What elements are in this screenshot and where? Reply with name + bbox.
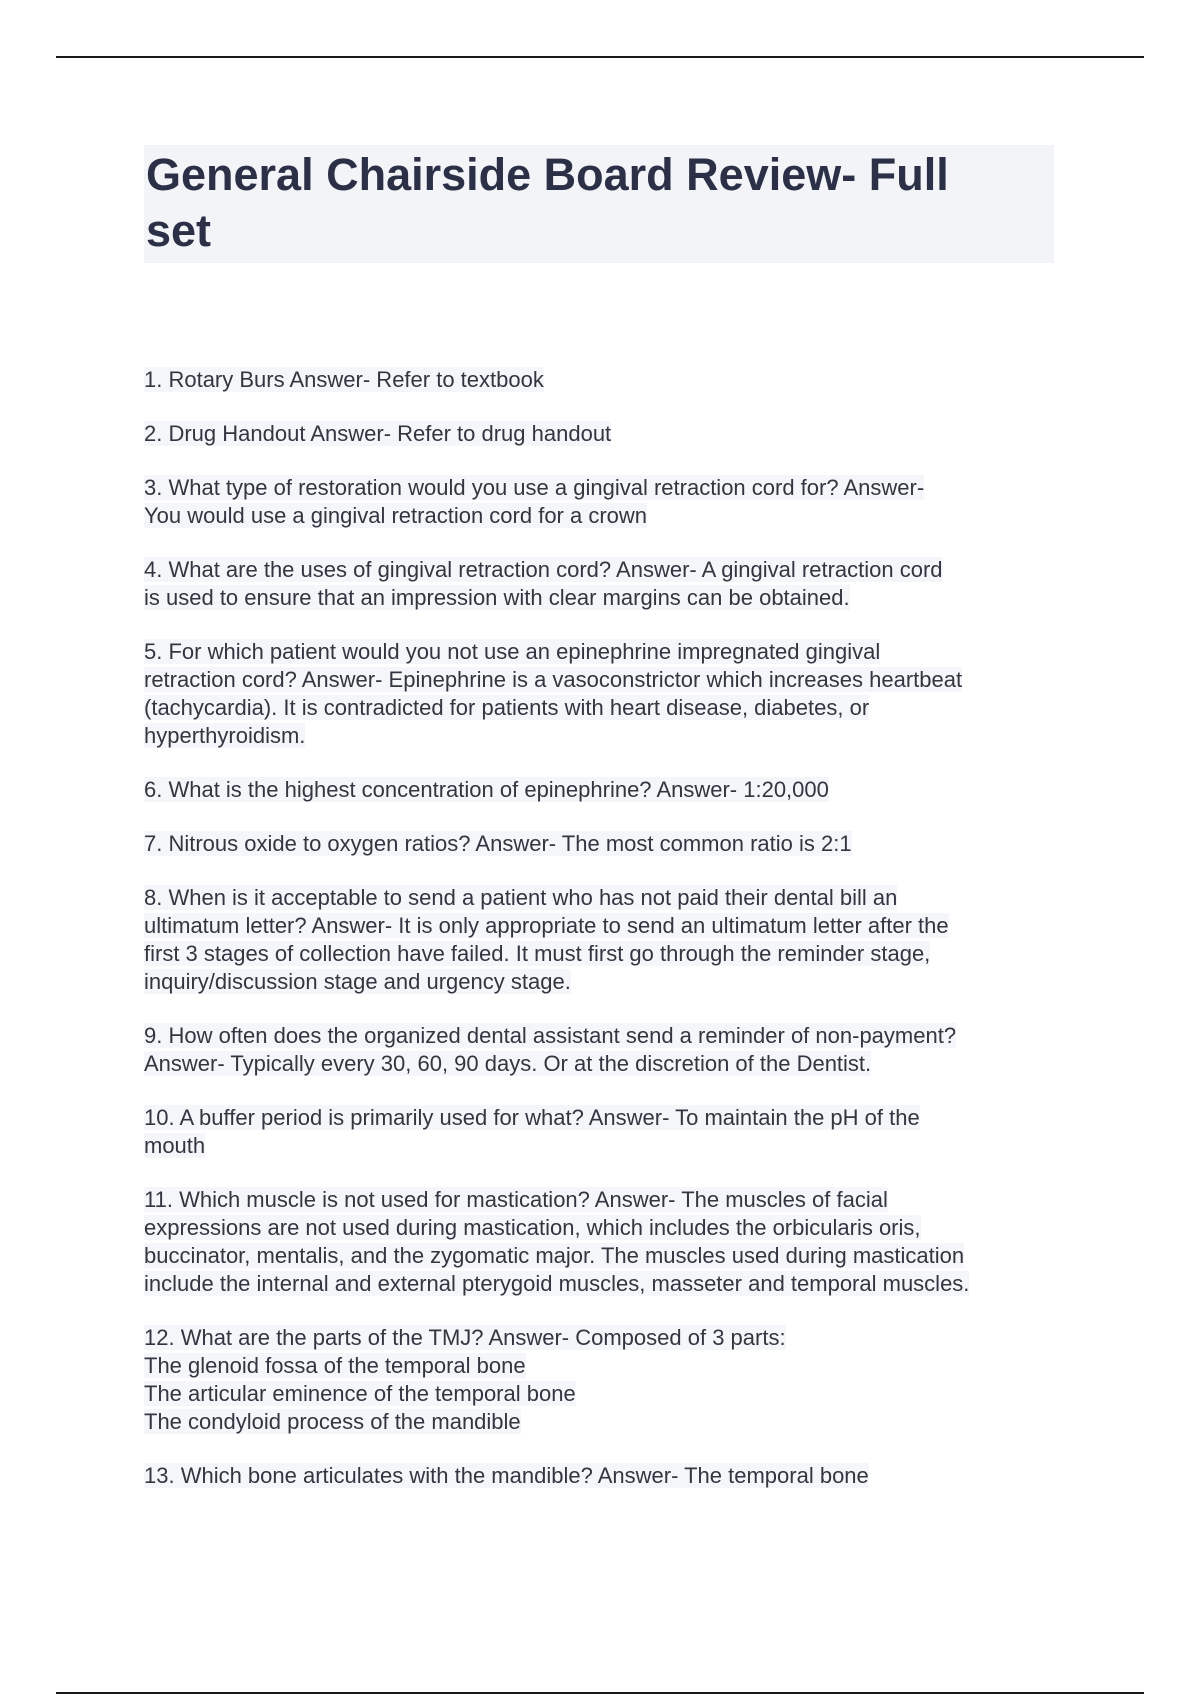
question-line-text: buccinator, mentalis, and the zygomatic major. The muscles used during mastication (144, 1243, 965, 1268)
question-line (144, 556, 1060, 584)
question-line (144, 1462, 1060, 1490)
question-line-text: 8. When is it acceptable to send a patient who has not paid their dental bill an (144, 885, 898, 910)
question-item (144, 366, 1060, 394)
question-line (144, 1270, 1060, 1298)
question-item (144, 1022, 1060, 1078)
question-line-text: inquiry/discussion stage and urgency stage. (144, 969, 571, 994)
question-line-text: first 3 stages of collection have failed. It must first go through the reminder stage, (144, 941, 931, 966)
question-line-text: You would use a gingival retraction cord for a crown (144, 503, 648, 528)
page-title (146, 147, 1054, 259)
question-line-text: 13. Which bone articulates with the mandible? Answer- The temporal bone (144, 1463, 869, 1488)
question-line (144, 912, 1060, 940)
question-item (144, 420, 1060, 448)
question-item (144, 776, 1060, 804)
question-line-text: The glenoid fossa of the temporal bone (144, 1353, 526, 1378)
question-line (144, 1352, 1060, 1380)
question-line (144, 474, 1060, 502)
question-line (144, 776, 1060, 804)
title-line: set (146, 205, 212, 256)
question-line (144, 366, 1060, 394)
question-line-text: retraction cord? Answer- Epinephrine is a vasoconstrictor which increases heartbeat (144, 667, 963, 692)
question-line (144, 1380, 1060, 1408)
question-line (144, 1186, 1060, 1214)
question-line (144, 502, 1060, 530)
bottom-divider (56, 1692, 1144, 1694)
question-line (144, 1408, 1060, 1436)
question-line (144, 420, 1060, 448)
question-item (144, 474, 1060, 530)
question-line-text: ultimatum letter? Answer- It is only appropriate to send an ultimatum letter after the (144, 913, 949, 938)
question-item (144, 1324, 1060, 1436)
question-line-text: 10. A buffer period is primarily used for what? Answer- To maintain the pH of the (144, 1105, 920, 1130)
question-line-text: 9. How often does the organized dental assistant send a reminder of non-payment? (144, 1023, 957, 1048)
question-line (144, 584, 1060, 612)
question-line (144, 1132, 1060, 1160)
question-line (144, 1022, 1060, 1050)
question-line (144, 1050, 1060, 1078)
question-line-text: hyperthyroidism. (144, 723, 306, 748)
top-divider (56, 56, 1144, 58)
question-item (144, 556, 1060, 612)
question-line (144, 1214, 1060, 1242)
question-line-text: 4. What are the uses of gingival retraction cord? Answer- A gingival retraction cord (144, 557, 943, 582)
question-line-text: mouth (144, 1133, 206, 1158)
question-line-text: 12. What are the parts of the TMJ? Answer- Composed of 3 parts: (144, 1325, 786, 1350)
question-line (144, 666, 1060, 694)
question-line-text: 3. What type of restoration would you use a gingival retraction cord for? Answer- (144, 475, 925, 500)
question-item (144, 884, 1060, 996)
question-line (144, 1104, 1060, 1132)
question-line-text: 7. Nitrous oxide to oxygen ratios? Answer- The most common ratio is 2:1 (144, 831, 852, 856)
question-item (144, 1462, 1060, 1490)
question-line-text: 2. Drug Handout Answer- Refer to drug handout (144, 421, 612, 446)
question-line (144, 638, 1060, 666)
title-block (144, 145, 1054, 263)
question-item (144, 1186, 1060, 1298)
question-line (144, 1324, 1060, 1352)
question-line-text: The condyloid process of the mandible (144, 1409, 521, 1434)
question-line (144, 968, 1060, 996)
question-line-text: expressions are not used during mastication, which includes the orbicularis oris, (144, 1215, 921, 1240)
question-line-text: The articular eminence of the temporal bone (144, 1381, 576, 1406)
question-item (144, 1104, 1060, 1160)
question-item (144, 638, 1060, 750)
question-line-text: 1. Rotary Burs Answer- Refer to textbook (144, 367, 544, 392)
question-line-text: 11. Which muscle is not used for mastication? Answer- The muscles of facial (144, 1187, 888, 1212)
question-line (144, 884, 1060, 912)
question-line (144, 940, 1060, 968)
question-line (144, 694, 1060, 722)
question-list (144, 366, 1060, 1516)
question-line (144, 1242, 1060, 1270)
question-line-text: Answer- Typically every 30, 60, 90 days. Or at the discretion of the Dentist. (144, 1051, 872, 1076)
question-line-text: (tachycardia). It is contradicted for patients with heart disease, diabetes, or (144, 695, 870, 720)
title-line: General Chairside Board Review- Full (146, 149, 949, 200)
question-line-text: is used to ensure that an impression with clear margins can be obtained. (144, 585, 850, 610)
question-line (144, 722, 1060, 750)
question-item (144, 830, 1060, 858)
question-line-text: 6. What is the highest concentration of epinephrine? Answer- 1:20,000 (144, 777, 829, 802)
question-line-text: 5. For which patient would you not use an epinephrine impregnated gingival (144, 639, 881, 664)
question-line-text: include the internal and external pterygoid muscles, masseter and temporal muscles. (144, 1271, 970, 1296)
question-line (144, 830, 1060, 858)
